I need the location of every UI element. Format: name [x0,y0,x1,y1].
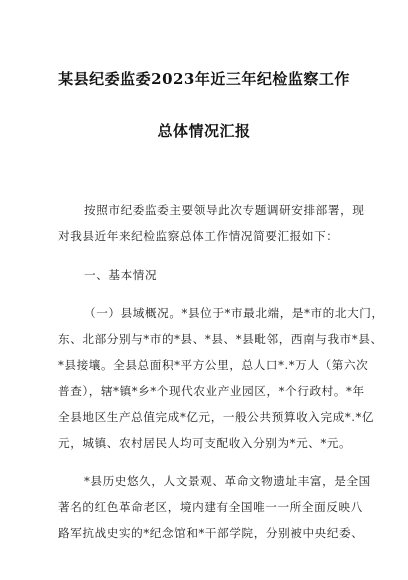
para2-line-3: 路军抗战史实的*纪念馆和*干部学院，分别被中央纪委、 [58,526,364,540]
para1-line-1: （一）县域概况。*县位于*市最北端，是*市的北大门， [84,306,384,320]
para1-line-2: 东、北部分别与*市的*县、*县、*县毗邻，西南与我市*县、 [58,332,383,346]
document-title-line-2: 总体情况汇报 [157,122,251,140]
document-title-line-1: 某县纪委监委2023年近三年纪检监察工作 [58,70,350,88]
intro-line-1: 按照市纪委监委主要领导此次专题调研安排部署，现 [84,203,365,217]
para1-line-6: 元，城镇、农村居民人均可支配收入分别为*元、*元。 [58,436,352,450]
para2-line-1: *县历史悠久，人文景观、革命文物遗址丰富，是全国 [84,474,371,488]
section-heading-basic-info: 一、基本情况 [84,268,158,282]
para1-line-5: 全县地区生产总值完成*亿元，一般公共预算收入完成*.*亿 [58,410,375,424]
intro-line-2: 对我县近年来纪检监察总体工作情况简要汇报如下： [58,229,339,243]
para1-line-4: 普查），辖*镇*乡*个现代农业产业园区，*个行政村。*年 [58,384,365,398]
para2-line-2: 著名的红色革命老区，境内建有全国唯一一所全面反映八 [58,500,363,514]
para1-line-3: *县接壤。全县总面积*平方公里，总人口*.*万人（第六次 [58,358,369,372]
